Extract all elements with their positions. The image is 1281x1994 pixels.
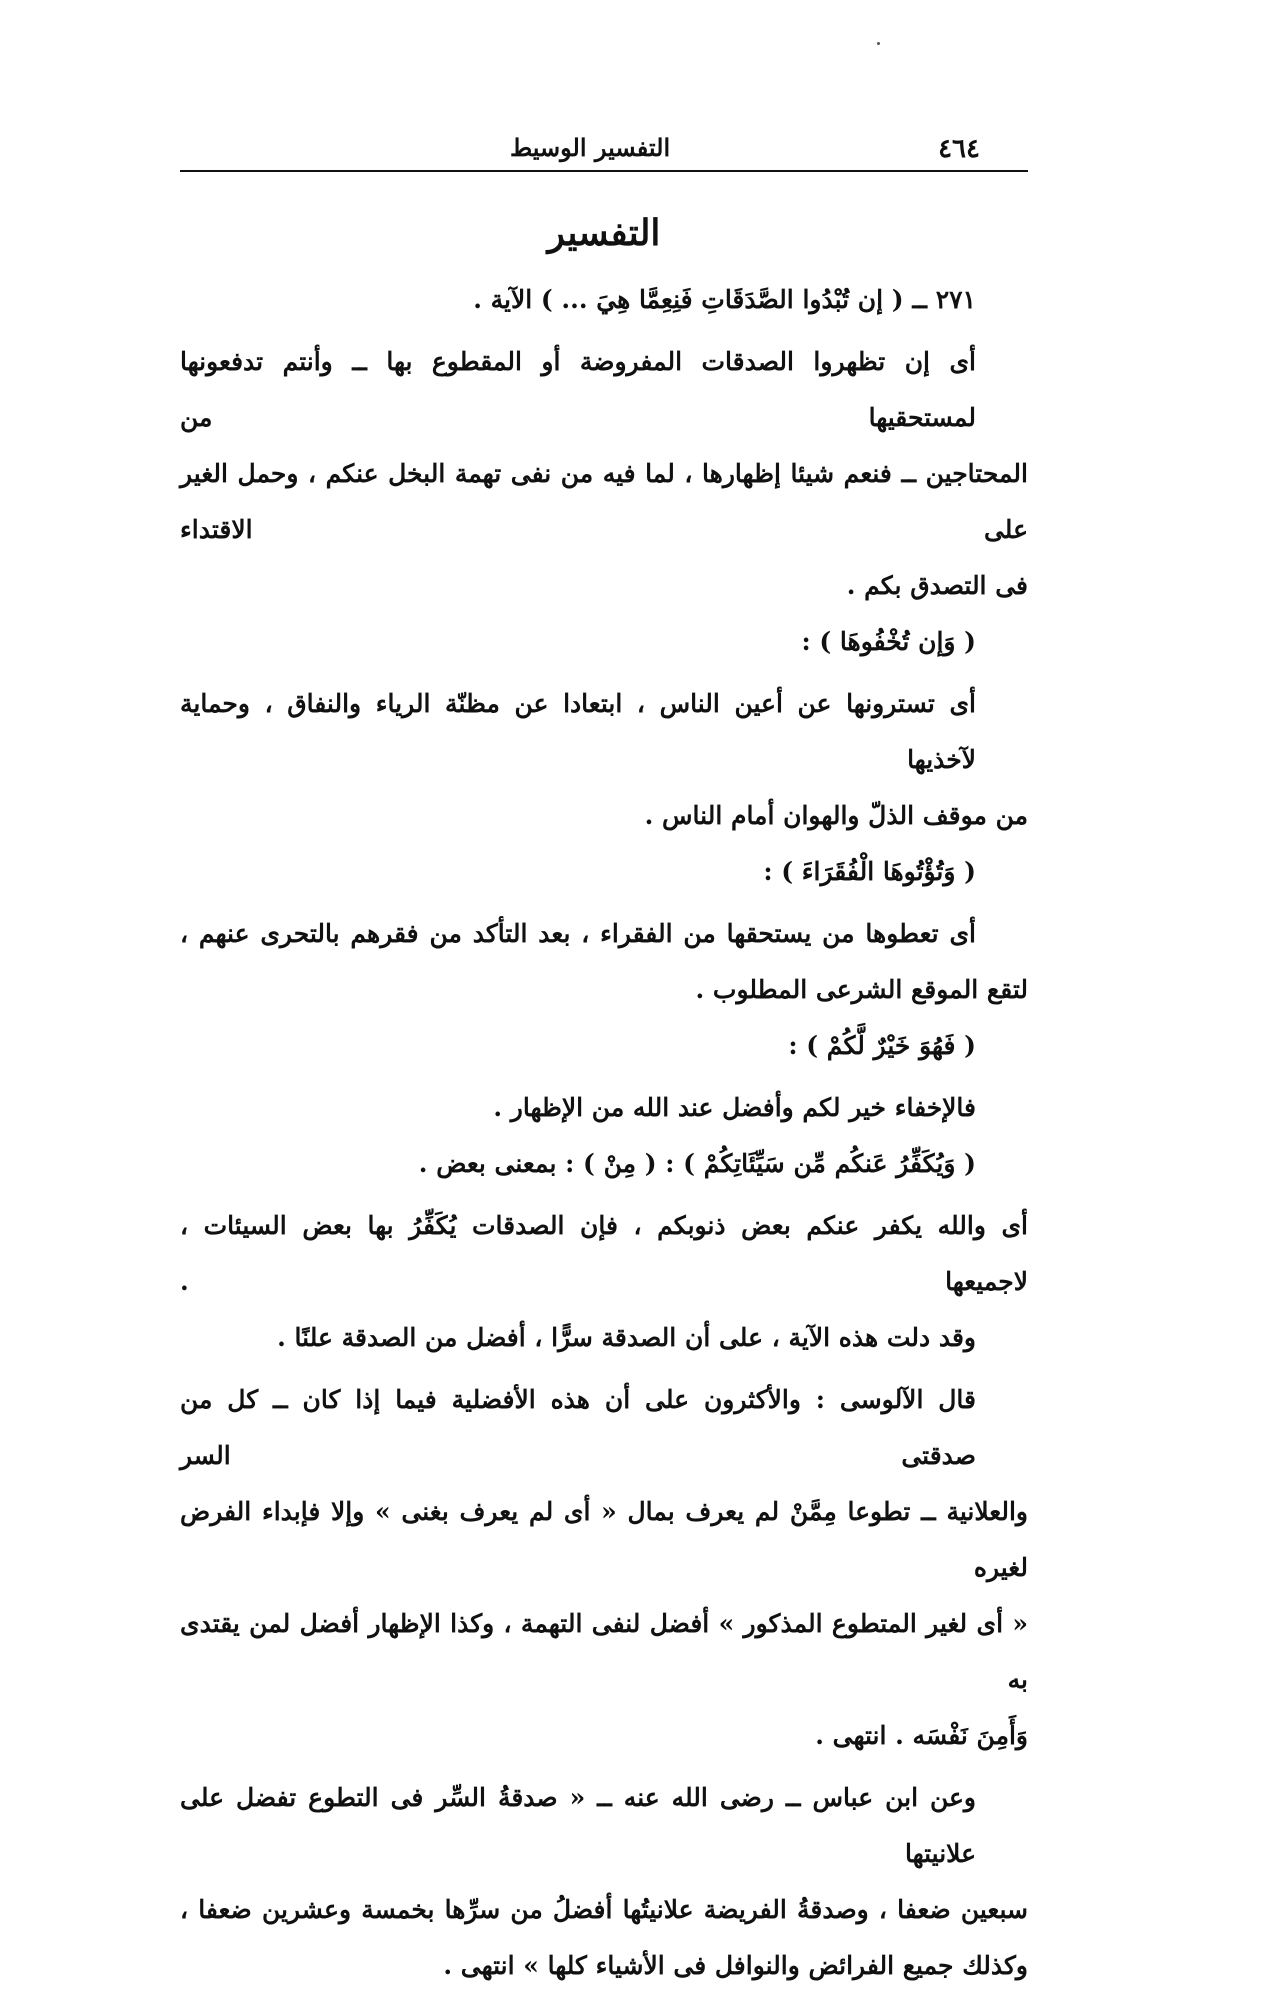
text-line: وكذلك جميع الفرائض والنوافل فى الأشياء كلها » انتهى .	[443, 1951, 1028, 1980]
text-line: قال الآلوسى : والأكثرون على أن هذه الأفضلية فيما إذا كان ــ كل من صدقتى السر	[180, 1385, 976, 1470]
text-line: أى إن تظهروا الصدقات المفروضة أو المقطوع بها ــ وأنتم تدفعونها لمستحقيها من	[180, 347, 976, 432]
text-line: لتقع الموقع الشرعى المطلوب .	[695, 975, 1028, 1004]
text-line: من موقف الذلّ والهوان أمام الناس .	[644, 801, 1028, 830]
section-title: التفسير	[547, 212, 661, 254]
text-line: وَأَمِنَ نَفْسَه . انتهى .	[815, 1721, 1028, 1750]
verse-phrase: ( وَتُؤْتُوهَا الْفُقَرَاءَ ) :	[763, 857, 976, 886]
text-line: وقد دلت هذه الآية ، على أن الصدقة سرًّا ، أفضل من الصدقة علنًا .	[277, 1323, 976, 1352]
text-line: المحتاجين ــ فنعم شيئا إظهارها ، لما فيه من نفى تهمة البخل عنكم ، وحمل الغير على الاقتداء	[180, 459, 1028, 544]
text-line: والعلانية ــ تطوعا مِمَّنْ لم يعرف بمال « أى لم يعرف بغنى » وإلا فإبداء الفرض لغيره	[180, 1497, 1028, 1582]
verse-phrase: ( فَهُوَ خَيْرٌ لَّكُمْ ) :	[788, 1031, 976, 1060]
verse-271-heading: ٢٧١ ــ ( إن تُبْدُوا الصَّدَقَاتِ فَنِعِمَّا هِيَ ... ) الآية .	[473, 285, 976, 314]
running-header	[180, 120, 1028, 172]
text-line: أى تسترونها عن أعين الناس ، ابتعادا عن مظنّة الرياء والنفاق ، وحماية لآخذيها	[180, 689, 976, 774]
page-number: ٤٦٤	[938, 134, 980, 164]
text-line: « أى لغير المتطوع المذكور » أفضل لنفى التهمة ، وكذا الإظهار أفضل لمن يقتدى به	[180, 1609, 1028, 1694]
verse-phrase: ( وَإن تُخْفُوهَا ) :	[801, 627, 976, 656]
text-line: فالإخفاء خير لكم وأفضل عند الله من الإظهار .	[493, 1093, 976, 1122]
book-title: التفسير الوسيط	[510, 133, 671, 162]
book-page	[180, 120, 1028, 1994]
text-line: وعن ابن عباس ــ رضى الله عنه ــ « صدقةُ السِّر فى التطوع تفضل على علانيتها	[180, 1783, 976, 1868]
text-line: أى والله يكفر عنكم بعض ذنوبكم ، فإن الصدقات يُكَفِّرُ بها بعض السيئات ، لاجميعها .	[180, 1211, 1028, 1296]
text-line: سبعين ضعفا ، وصدقةُ الفريضة علانيتُها أفضلُ من سرِّها بخمسة وعشرين ضعفا ،	[180, 1895, 1028, 1924]
text-line: فى التصدق بكم .	[846, 571, 1028, 600]
verse-phrase: ( وَيُكَفِّرُ عَنكُم مِّن سَيِّئَاتِكُمْ ) : ( مِنْ ) : بمعنى بعض .	[418, 1149, 976, 1178]
scan-speck	[877, 42, 880, 45]
text-line: أى تعطوها من يستحقها من الفقراء ، بعد التأكد من فقرهم بالتحرى عنهم ،	[180, 919, 976, 948]
